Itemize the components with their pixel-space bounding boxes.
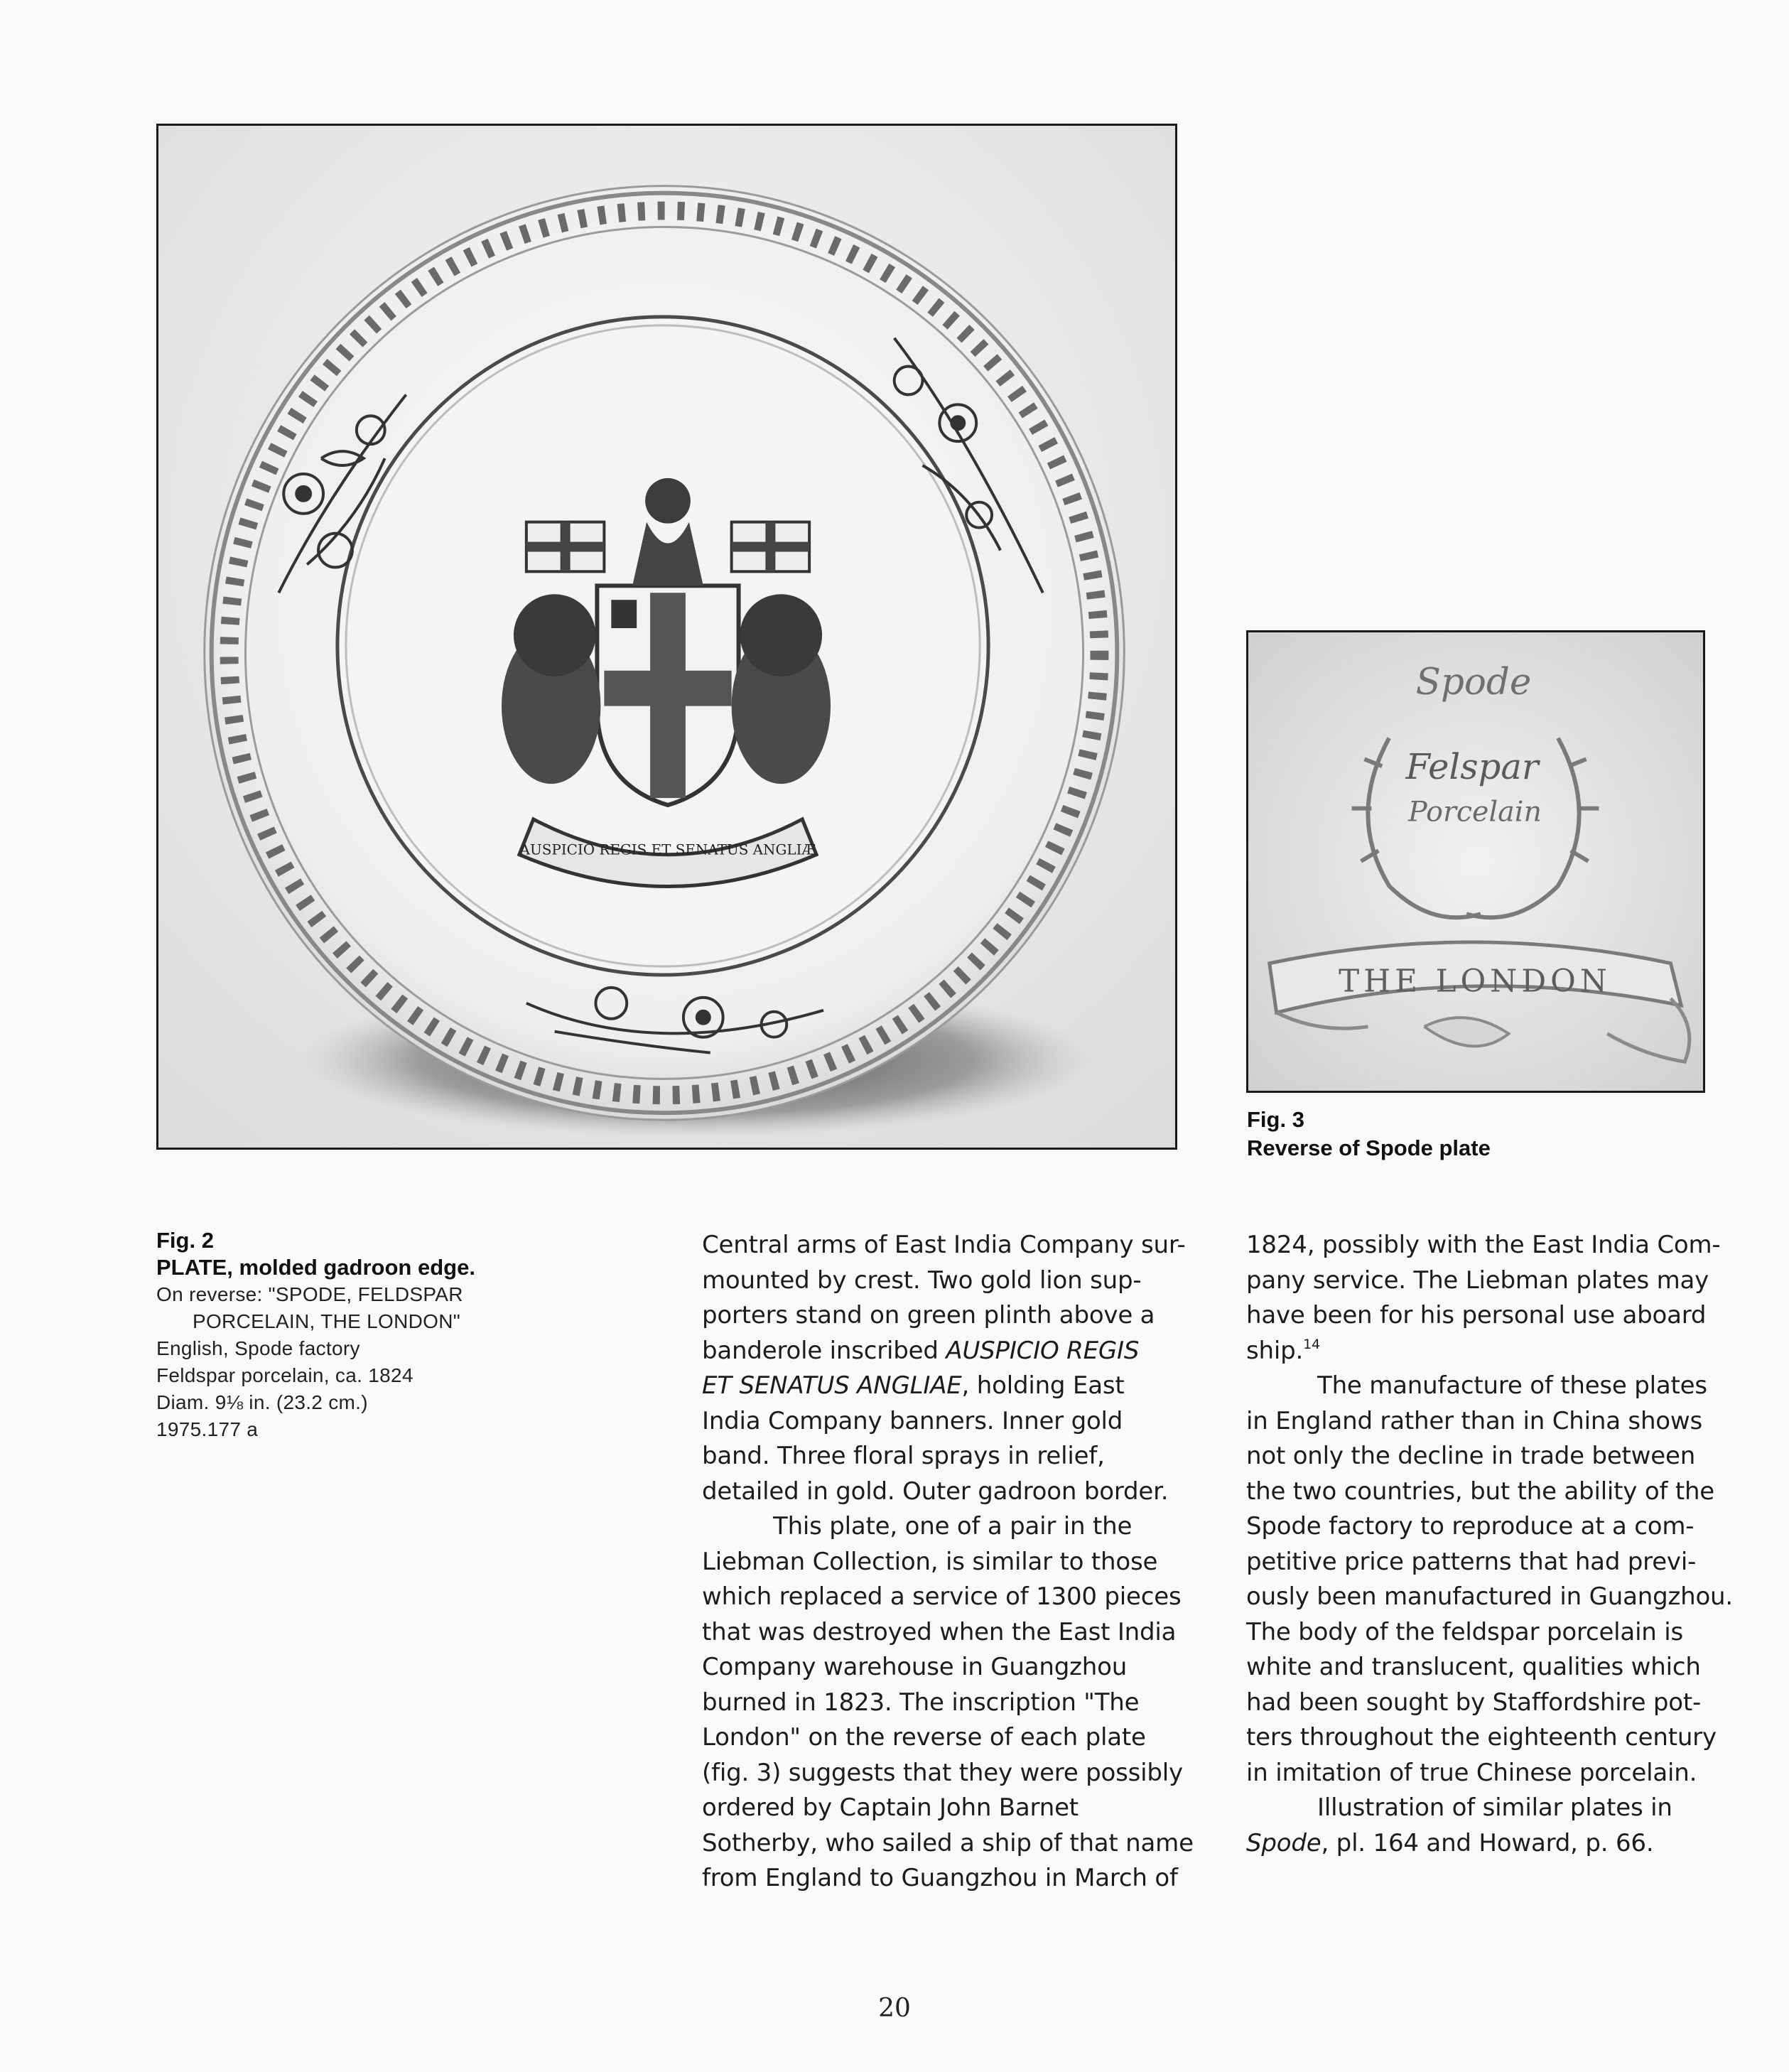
text-run: , holding East: [961, 1371, 1125, 1400]
paragraph: [1246, 1228, 1729, 1369]
fig2-title: PLATE, molded gadroon edge.: [156, 1255, 475, 1280]
text-line: London" on the reverse of each plate: [702, 1723, 1146, 1752]
text-line: in imitation of true Chinese porcelain.: [1246, 1758, 1697, 1787]
paragraph: [702, 1228, 1185, 1509]
paragraph: [702, 1509, 1194, 1896]
inscription-italic: ET SENATUS ANGLIAE: [702, 1371, 962, 1400]
caption-line: English, Spode factory: [156, 1337, 360, 1359]
body-column-1: [702, 1228, 1194, 1896]
text-line: detailed in gold. Outer gadroon border.: [702, 1477, 1169, 1506]
text-run: ship.: [1246, 1336, 1304, 1365]
banderole-inscription: AUSPICIO REGIS ET SENATUS ANGLIÆ: [519, 841, 816, 858]
footnote-marker: 14: [1303, 1336, 1320, 1352]
caption-line: 1975.177 a: [156, 1418, 259, 1440]
text-line: petitive price patterns that had previ-: [1246, 1547, 1697, 1576]
text-line: from England to Guangzhou in March of: [702, 1864, 1178, 1892]
text-line: mounted by crest. Two gold lion sup-: [702, 1266, 1142, 1295]
inscription-italic: AUSPICIO REGIS: [946, 1336, 1140, 1365]
text-line: which replaced a service of 1300 pieces: [702, 1582, 1182, 1611]
text-line: Spode factory to reproduce at a com-: [1246, 1512, 1695, 1540]
text-line: ordered by Captain John Barnet: [702, 1793, 1079, 1822]
reverse-mark-photo: [1246, 630, 1705, 1093]
text-line: [1246, 1334, 1729, 1369]
text-line: white and translucent, qualities which: [1246, 1653, 1701, 1681]
text-line: the two countries, but the ability of the: [1246, 1477, 1715, 1506]
text-line: that was destroyed when the East India: [702, 1617, 1177, 1646]
text-line: not only the decline in trade between: [1246, 1442, 1696, 1470]
text-line: This plate, one of a pair in the: [773, 1512, 1133, 1540]
fig2-caption: [156, 1227, 526, 1443]
mark-porcelain: Porcelain: [1408, 795, 1542, 829]
caption-line: On reverse: "SPODE, FELDSPAR: [156, 1283, 463, 1305]
text-line: porters stand on green plinth above a: [702, 1301, 1155, 1329]
text-line: pany service. The Liebman plates may: [1246, 1266, 1709, 1295]
text-line: India Company banners. Inner gold: [702, 1406, 1123, 1435]
text-line: Sotherby, who sailed a ship of that name: [702, 1828, 1194, 1857]
caption-line: PORCELAIN, THE LONDON": [193, 1310, 460, 1332]
text-line: burned in 1823. The inscription "The: [702, 1688, 1140, 1717]
text-line: ters throughout the eighteenth century: [1246, 1723, 1717, 1752]
ribbon-text: THE LONDON: [1339, 964, 1611, 1000]
body-column-2: [1246, 1228, 1734, 1861]
fig2-label: Fig. 2: [156, 1228, 214, 1253]
paragraph: [1246, 1791, 1729, 1861]
fig3-title: Reverse of Spode plate: [1247, 1135, 1491, 1160]
text-line: Company warehouse in Guangzhou: [702, 1653, 1128, 1681]
book-title-italic: Spode: [1246, 1828, 1322, 1857]
mark-spode: Spode: [1415, 661, 1532, 704]
text-line: had been sought by Staffordshire pot-: [1246, 1688, 1702, 1717]
text-line: [702, 1369, 1185, 1404]
text-run: banderole inscribed: [702, 1336, 946, 1365]
text-run: , pl. 164 and Howard, p. 66.: [1321, 1828, 1654, 1857]
page-number: 20: [878, 1994, 911, 2023]
text-line: The manufacture of these plates: [1317, 1371, 1707, 1400]
text-line: have been for his personal use aboard: [1246, 1301, 1707, 1329]
paragraph: [1246, 1369, 1734, 1791]
mark-felspar: Felspar: [1405, 746, 1539, 788]
text-line: (fig. 3) suggests that they were possibly: [702, 1758, 1183, 1787]
text-line: ously been manufactured in Guangzhou.: [1246, 1582, 1734, 1611]
text-line: in England rather than in China shows: [1246, 1406, 1703, 1435]
text-line: Illustration of similar plates in: [1317, 1793, 1672, 1822]
text-line: [1246, 1826, 1729, 1862]
caption-line: Diam. 9⅛ in. (23.2 cm.): [156, 1391, 368, 1413]
text-line: The body of the feldspar porcelain is: [1246, 1617, 1684, 1646]
fig3-caption: [1247, 1106, 1702, 1162]
text-line: [702, 1334, 1185, 1369]
text-line: 1824, possibly with the East India Com-: [1246, 1231, 1721, 1259]
text-line: band. Three floral sprays in relief,: [702, 1442, 1105, 1470]
text-line: Liebman Collection, is similar to those: [702, 1547, 1158, 1576]
fig3-label: Fig. 3: [1247, 1107, 1304, 1132]
caption-line: Feldspar porcelain, ca. 1824: [156, 1364, 414, 1386]
text-line: Central arms of East India Company sur-: [702, 1231, 1186, 1259]
plate-photo: [156, 124, 1177, 1150]
